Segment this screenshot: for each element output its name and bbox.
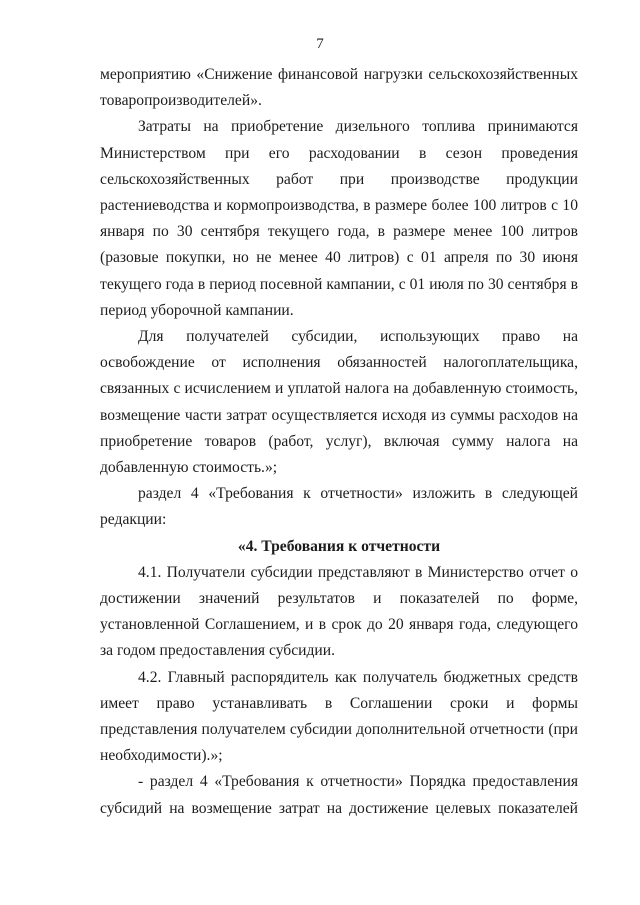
paragraph-section4-amendment: раздел 4 «Требования к отчетности» изложить в следующей редакции: <box>100 485 578 529</box>
paragraph-clause-4-1: 4.1. Получатели субсидии представляют в Министерство отчет о достижении значений результатов и показателей по форме, установленной Соглашением, и в срок до 20 января года, следующего за годом предоставления субсидии. <box>100 563 578 660</box>
paragraph-vat-exempt-recipients: Для получателей субсидии, использующих право на освобождение от исполнения обязанностей налогоплательщика, связанных с исчислением и уплатой налога на добавленную стоимость, возмещение части затрат осуществляется исходя из суммы расходов на приобретение товаров (работ, услуг), включая сумму налога на добавленную стоимость.»; <box>100 328 578 477</box>
paragraph-section4-procedure: - раздел 4 «Требования к отчетности» Порядка предоставления субсидий на возмещение затрат на достижение целевых показателей <box>100 773 578 817</box>
page-number: 7 <box>316 36 324 52</box>
section-heading: «4. Требования к отчетности <box>237 537 441 555</box>
document-body <box>100 62 578 822</box>
paragraph-clause-4-2: 4.2. Главный распорядитель как получатель бюджетных средств имеет право устанавливать в Соглашении сроки и формы представления получателем субсидии дополнительной отчетности (при необходимости).»; <box>100 668 578 765</box>
paragraph-continuation: мероприятию «Снижение финансовой нагрузки сельскохозяйственных товаропроизводителей». <box>100 66 578 110</box>
paragraph-diesel-fuel-costs: Затраты на приобретение дизельного топлива принимаются Министерством при его расходовании в сезон проведения сельскохозяйственных работ при производстве продукции растениеводства и кормопроизводства, в размере более 100 литров с 10 января по 30 сентября текущего года, в размере менее 100 литров (разовые покупки, но не менее 40 литров) с 01 апреля по 30 июня текущего года в период посевной кампании, с 01 июля по 30 сентября в период уборочной кампании. <box>100 118 578 319</box>
